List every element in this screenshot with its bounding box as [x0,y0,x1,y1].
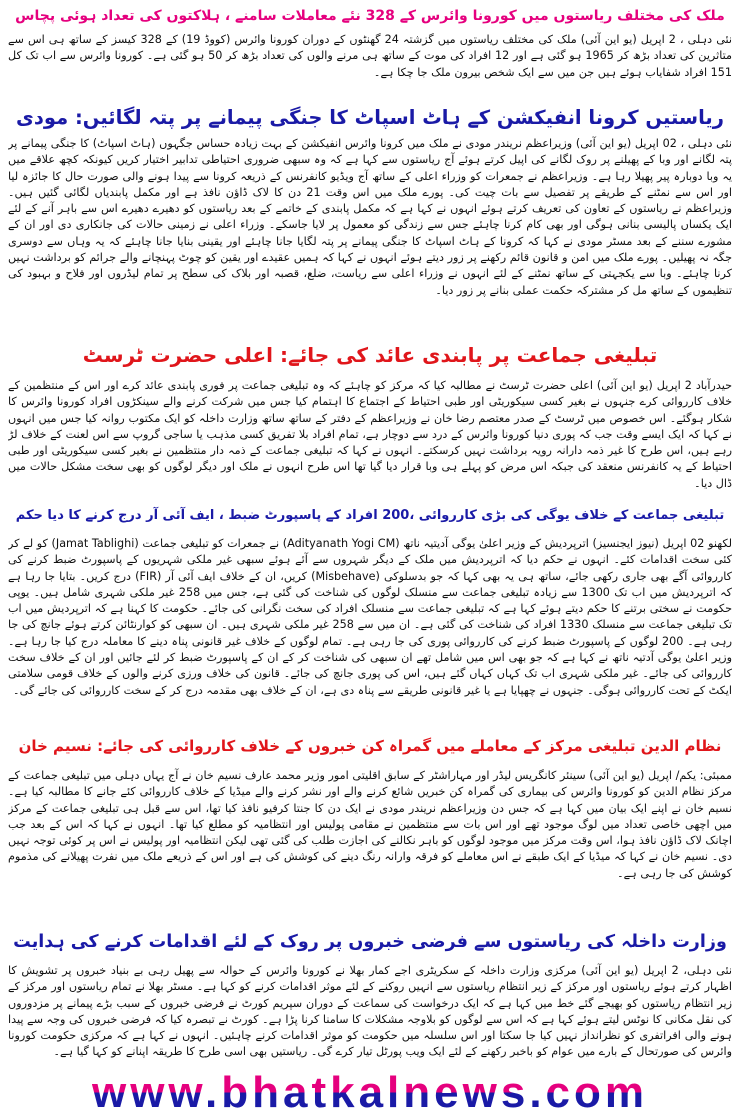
site-watermark [0,1070,740,1115]
article-1-headline [8,2,732,32]
article-2-body: نئی دہلی ، 02 اپریل (یو این آئی) وزیراعظم نریندر مودی نے ملک میں کرونا وائرس انفیکشن کے بہت زیادہ حساس جگہوں (ہاٹ اسپاٹ) کا جنگی پیمانے پر پتہ لگانے اور وبا کے پھیلنے پر روک لگانے کی اپیل کرتے ہوئے آج ریاستوں سے کہا ہے کہ وہ سبھی ضروری احتیاطی تدابیر اختیار کریں کیونکہ کچھ علاقے میں یہ وبا دوبارہ پیر پھیلا رہا ہے۔ وزیراعظم نے جمعرات کو وزراء اعلی کے ساتھ آج ویڈیو کانفرنس کے ذریعہ کرونا سے پیدا ہونے والی صورت حال کا جائزہ لیا اور اس سے نمٹنے کے طریقے پر تفصیل سے بات چیت کی۔ پورے ملک میں اس وقت 21 دن کا لاک ڈاؤن نافذ ہے اور مکمل پابندیاں لگائی گئیں ہیں۔ وزیراعظم نے ریاستوں کے تعاون کی تعریف کرتے ہوئے انہوں نے کہا ہے کہ مکمل پابندی کے خاتمے کے بعد ریاستوں کو دھیرے دھیرے اس سے باہر آنے کے لئے ایک یکساں پالیسی بنانی ہوگی اور بھی کام کرنا چاہئے جس سے زندگی کو معمول پر لایا جاسکے۔ وزراء اعلی نے زمینی حالات کی جانکاری دی اور ان کے مشورے سننے کے بعد مسٹر مودی نے کہا کہ کرونا کے ہاٹ اسپاٹ کا جنگی پیمانے پر پتہ لگایا جانا چاہئے اور یقینی بنایا جانا چاہئے کہ یہ وہاں سے دوسری جگہ نہ پھیلیں۔ پورے ملک میں امن و قانون قائم رکھنے پر زور دیتے ہوئے انہوں نے کہا کہ ہمیں عقیدے اور یقین کو چوٹ پہنچانے والے جرائم کو برداشت نہیں کرنا چاہئے۔ وبا سے یکجہتی کے ساتھ نمٹنے کے لئے انہوں نے وزراء اعلی سے ریاست، ضلع، قصبہ اور بلاک کی سطح پر تمام لیڈروں اور فلاح و بہبود کی تنظیموں کے ساتھ مل کر مشترکہ حکمت عملی بنانے پر زور دیا۔ [8,137,732,297]
article-2-headline [8,102,732,136]
article-5-headline [8,730,732,768]
article-3 [8,338,732,510]
headline-text: وزارت داخلہ کی ریاستوں سے فرضی خبروں پر روک کے لئے اقدامات کرنے کی ہدایت [13,932,727,952]
article-1-body: نئی دہلی ، 2 اپریل (یو این آئی) ملک کی مختلف ریاستوں میں گزشتہ 24 گھنٹوں کے دوران کورونا وائرس (کووڈ 19) کے 328 کیسز کے ساتھ ہی اس سے متاثرین کی تعداد بڑھ کر 1965 ہو گئی ہے اور 12 افراد کی موت کے ساتھ ہی مرنے والوں کی تعداد بڑھ کر 50 ہو گئی ہے۔ کورونا وائرس سے اب تک کل 151 افراد شفایاب ہوئے ہیں جن میں سے ایک شخص بیرون ملک جا چکا ہے۔ [8,33,732,79]
article-4 [8,502,732,726]
article-5 [8,730,732,916]
article-6-body: نئی دہلی، 2 اپریل (یو این آئی) مرکزی وزارت داخلہ کے سکریٹری اجے کمار بھلا نے کورونا وائرس کے حوالہ سے پھیل رہی بے بنیاد خبروں پر تشویش کا اظہار کرتے ہوئے ریاستوں اور مرکز کے زیر انتظام ریاستوں سے انہیں روکنے کے لئے موثر اقدامات کرنے کو کہا ہے۔ مسٹر بھلا نے تمام ریاستوں اور مرکز کے زیر انتظام ریاستوں کو بھیجے گئے خط میں کہا ہے کہ ایک درخواست کی سماعت کے دوران سپریم کورٹ نے فرضی خبروں کے سبب بڑے پیمانے پر مزدوروں کی نقل مکانی کا نوٹس لیتے ہوئے کہا ہے کہ اس سے لوگوں کو بلاوجہ مشکلات کا سامنا کرنا پڑا ہے۔ کورٹ نے تبصرہ کیا کہ فرضی خبروں کی وجہ سے پیدا ہونے والی افراتفری کو نظرانداز نہیں کیا جا سکتا اور اس سلسلہ میں حکومت کو موثر اقدامات کرنے چاہئیں۔ انہوں نے کہا ہے کہ مرکزی حکومت کورونا وائرس کی صورتحال کے بارے میں عوام کو باخبر رکھنے کے لئے ایک ویب پورٹل تیار کرے گی۔ ریاستیں بھی اسی طرح کا طریقہ اپنانے کو کہا گیا ہے۔ [8,964,732,1059]
headline-text: تبلیغی جماعت کے خلاف یوگی کی بڑی کارروائی ،200 افراد کے پاسپورٹ ضبط ، ایف آئی آر درج کرنے کا دیا حکم [15,508,725,523]
site-url-text: www.bhatkalnews.com [91,1068,649,1117]
headline-text: تبلیغی جماعت پر پابندی عائد کی جائے: اعلی حضرت ٹرسٹ [82,343,658,367]
article-6 [8,925,732,1063]
article-4-headline [8,502,732,536]
headline-text: ملک کی مختلف ریاستوں میں کورونا وائرس کے 328 نئے معاملات سامنے ، ہلاکتوں کی تعداد ہوئی پچاس [15,8,725,24]
headline-text: ریاستیں کرونا انفیکشن کے ہاٹ اسپاٹ کا جنگی پیمانے پر پتہ لگائیں: مودی [16,106,724,129]
article-5-body: ممبئی: یکم/ اپریل (یو این آئی) سینئر کانگریس لیڈر اور مہاراشٹر کے سابق اقلیتی امور وزیر محمد عارف نسیم خان نے آج یہاں دہلی میں تبلیغی جماعت کے مرکز نظام الدین کو کورونا وائرس کی بیماری کی گمراہ کن خبریں شائع کرنے والے اور نشر کرنے والے میڈیا کے خلاف کارروائی کئے جانے کا مطالبہ کیا ہے۔ نسیم خان نے اپنے ایک بیان میں کہا ہے کہ جس دن وزیراعظم نریندر مودی نے ایک دن کا جنتا کرفیو نافذ کیا تھا، اس سے قبل ہی تبلیغی جماعت کے مرکز میں اچھی خاصی تعداد میں لوگ موجود تھے اور اس بات سے منتظمین نے مقامی پولیس اور انتظامیہ کو مطلع کیا تھا۔ انہوں نے کہا کہ اس کے بعد جب اچانک لاک ڈاؤن نافذ ہوا، اس وقت مرکز میں موجود لوگوں کو باہر نکالنے کی اجازت طلب کی گئی تھی لیکن انتظامیہ اور پولیس نے اس پر کوئی توجہ نہیں دی۔ نسیم خان نے کہا کہ میڈیا کے ایک طبقے نے اس معاملے کو فرقہ وارانہ رنگ دینے کی کوشش کی ہے اور اس کے ذریعے ملک میں نفرت پھیلانے کی مذموم کوشش کی جا رہی ہے۔ [8,769,732,880]
article-3-headline [8,338,732,378]
article-1 [8,2,732,98]
article-3-body: حیدرآباد 2 اپریل (یو این آئی) اعلی حضرت ٹرسٹ نے مطالبہ کیا کہ مرکز کو چاہئے کہ وہ تبلیغی جماعت پر فوری پابندی عائد کرے اور اس کے منتظمین کے خلاف کارروائی کرے جنہوں نے بغیر کسی سیکوریٹی اور طبی احتیاط کے اجتماع کا اہتمام کیا جس میں شرکت کرنے والے سینکڑوں افراد کورونا وائرس کا شکار ہوگئے۔ اس خصوص میں ٹرسٹ کے صدر معتصم رضا خان نے وزیراعظم کے دفتر کے ساتھ ساتھ وزارت داخلہ کو ایک مکتوب روانہ کیا جس میں انہوں نے کہا کہ ایک ایسے وقت جب کہ پوری دنیا کورونا وائرس کے درد سے دوچار ہے، تمام افراد بلا تفریق کسی مذہب یا ساجی گروپ سے اس لعنت کے خلاف لڑ رہے ہیں، اس طرح کا غیر ذمہ دارانہ رویہ برداشت نہیں کرسکتے۔ انہوں نے کہا کہ تبلیغی جماعت کے ذمہ دار منتظمین نے بغیر کسی سیکوریٹی اور طبی احتیاط کے یہ کانفرنس منعقد کی جبکہ اس مرض کو پہلے ہی وبا قرار دیا گیا تھا اس طرح انہوں نے ملک اور دیگر لوگوں کو بھی سخت مشکل حالات میں ڈال دیا۔ [8,379,732,490]
headline-text: نظام الدین تبلیغی مرکز کے معاملے میں گمراہ کن خبروں کے خلاف کارروائی کی جائے: نسیم خان [18,737,722,755]
article-6-headline [8,925,732,963]
article-4-body: لکھنو 02 اپریل (نیوز ایجنسیز) اترپردیش کے وزیر اعلیٰ یوگی آدیتیہ ناتھ (Adityanath Yogi CM) نے جمعرات کو تبلیغی جماعت (Jamat Tablighi) کو لے کر کئی سخت اقدامات کئے۔ انہوں نے حکم دیا کہ اترپردیش میں ملک کے دیگر شہروں سے آئے ہوئے سبھی غیر ملکی شہریوں کے پاسپورٹ ضبط کرنے کی کارروائی آگے بھی جاری رکھی جائے، ساتھ ہی یہ بھی کہا کہ جو بدسلوکی (Misbehave) کریں، ان کے خلاف ایف آئی آر (FIR) درج کریں۔ بتایا جا رہا ہے کہ اترپردیش میں اب تک 1300 سے زیادہ تبلیغی جماعت سے منسلک لوگوں کی شناخت کی گئی ہے، جس میں 258 غیر ملکی شہری شامل ہیں۔ یوپی حکومت نے سختی برتنے کا حکم دیتے ہوئے کہا ہے کہ تبلیغی جماعت سے منسلک افراد کی سخت نگرانی کی جائے۔ حکومت کا کہنا ہے کہ اترپردیش میں اب تک تبلیغی جماعت سے منسلک 1330 افراد کی شناخت کی گئی ہے۔ ان میں سے 258 غیر ملکی شہری ہیں۔ ان سبھی کو کوارنٹائن کرتے ہوئے جانچ کی جا رہی ہے۔ 200 لوگوں کے پاسپورٹ ضبط کرنے کی کارروائی پوری کی جا رہی ہے۔ تمام لوگوں کے خلاف غیر قانونی پناہ دینے کا معاملہ درج کیا جا رہا ہے۔ وزیر اعلیٰ یوگی آدتیہ ناتھ نے کہا ہے کہ جو بھی اس میں شامل تھے ان سبھی کی شناخت کر کے ان کے پاسپورٹ ضبط کر لئے جائیں اور ان کے خلاف سخت کارروائی کی جائے۔ غیر ملکی شہری اب تک کہاں کہاں گئے ہیں، اس کی پوری جانچ کی جائے۔ قانون کی خلاف ورزی کرنے والوں کے خلاف قومی سلامتی ایکٹ کے تحت کارروائی ہوگی۔ جنہوں نے چھپایا ہے یا غیر قانونی طریقے سے پناہ دی ہے، ان کے خلاف بھی مقدمہ درج کر کے سخت کارروائی کی جائے گی۔ [8,537,732,697]
article-2 [8,102,732,332]
